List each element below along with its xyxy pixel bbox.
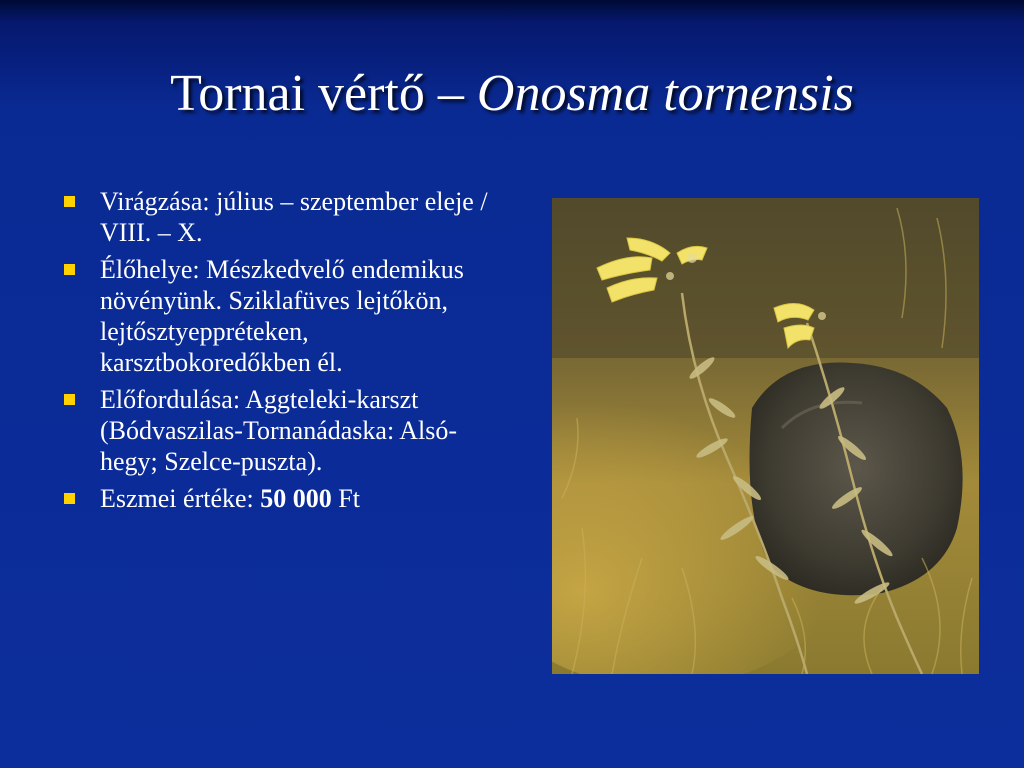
bullet-item-flowering	[62, 186, 512, 248]
bullet-text: Élőhelye: Mészkedvelő endemikus növényünk. Sziklafüves lejtőkön, lejtősztyeppréteken, karsztbokoredőkben él.	[100, 255, 464, 377]
value-amount: 50 000	[260, 484, 332, 513]
value-label: Eszmei értéke:	[100, 484, 261, 513]
bullet-square-icon	[64, 493, 75, 504]
bullet-text: Virágzása: július – szeptember eleje / VIII. – X.	[100, 187, 488, 247]
plant-photo-image	[552, 198, 979, 674]
bullet-square-icon	[64, 394, 75, 405]
bullet-square-icon	[64, 264, 75, 275]
plant-photo	[552, 198, 979, 674]
bullet-item-habitat	[62, 254, 512, 378]
bullet-item-value	[62, 483, 512, 514]
bullet-text: Előfordulása: Aggteleki-karszt (Bódvaszilas-Tornanádaska: Alsó-hegy; Szelce-puszta).	[100, 385, 458, 476]
bullet-square-icon	[64, 196, 75, 207]
title-common-name: Tornai vértő –	[170, 65, 477, 122]
title-latin-name: Onosma tornensis	[476, 65, 854, 122]
bullet-list	[62, 186, 512, 520]
slide-title	[0, 58, 1024, 130]
bullet-item-occurrence	[62, 384, 512, 477]
bullet-text	[100, 484, 360, 513]
value-currency: Ft	[331, 484, 360, 513]
